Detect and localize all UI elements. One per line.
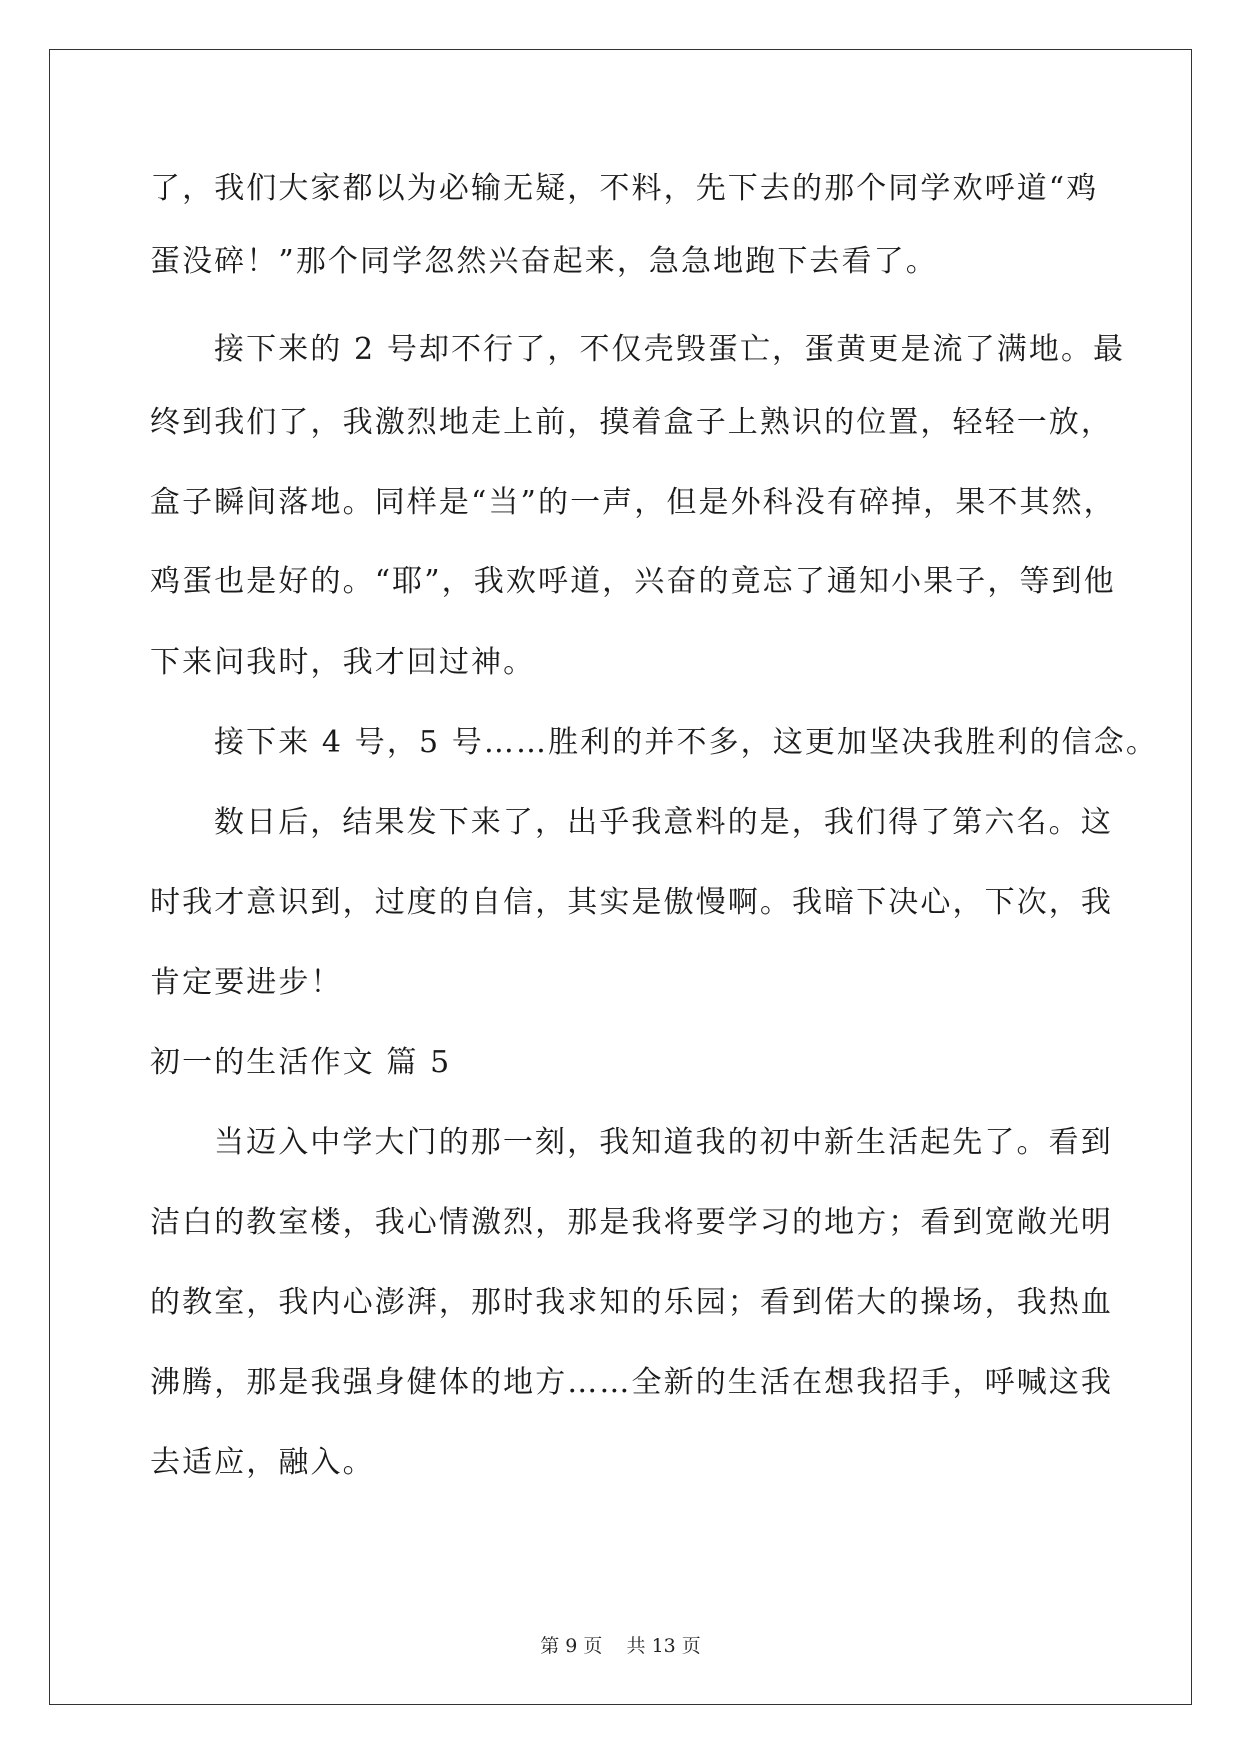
text-line: 下来问我时，我才回过神。 [150, 645, 536, 680]
text-line: 时我才意识到，过度的自信，其实是傲慢啊。我暗下决心，下次，我 [150, 885, 1113, 920]
page-total: 共 13 页 [626, 1635, 701, 1657]
text-line: 肯定要进步！ [150, 965, 343, 1000]
text-line: 鸡蛋也是好的。“耶”，我欢呼道，兴奋的竟忘了通知小果子，等到他 [150, 564, 1116, 599]
text-line: 接下来 4 号，5 号……胜利的并不多，这更加坚决我胜利的信念。 [214, 725, 1158, 760]
text-line: 的教室，我内心澎湃，那时我求知的乐园；看到偌大的操场，我热血 [150, 1285, 1113, 1320]
text-line: 盒子瞬间落地。同样是“当”的一声，但是外科没有碎掉，果不其然， [150, 485, 1116, 520]
text-line: 沸腾，那是我强身健体的地方……全新的生活在想我招手，呼喊这我 [150, 1365, 1113, 1400]
text-line: 终到我们了，我激烈地走上前，摸着盒子上熟识的位置，轻轻一放， [150, 405, 1113, 440]
page-number: 第 9 页 [540, 1635, 603, 1657]
text-line: 接下来的 2 号却不行了，不仅壳毁蛋亡，蛋黄更是流了满地。最 [214, 332, 1126, 367]
text-line: 去适应，融入。 [150, 1445, 375, 1480]
text-line: 数日后，结果发下来了，出乎我意料的是，我们得了第六名。这 [214, 805, 1113, 840]
page-footer [0, 1634, 1241, 1658]
text-line: 蛋没碎！”那个同学忽然兴奋起来，急急地跑下去看了。 [150, 244, 938, 279]
text-line: 了，我们大家都以为必输无疑，不料，先下去的那个同学欢呼道“鸡 [150, 171, 1099, 206]
text-line: 当迈入中学大门的那一刻，我知道我的初中新生活起先了。看到 [214, 1125, 1113, 1160]
section-title: 初一的生活作文 篇 5 [150, 1045, 452, 1080]
text-line: 洁白的教室楼，我心情激烈，那是我将要学习的地方；看到宽敞光明 [150, 1205, 1113, 1240]
